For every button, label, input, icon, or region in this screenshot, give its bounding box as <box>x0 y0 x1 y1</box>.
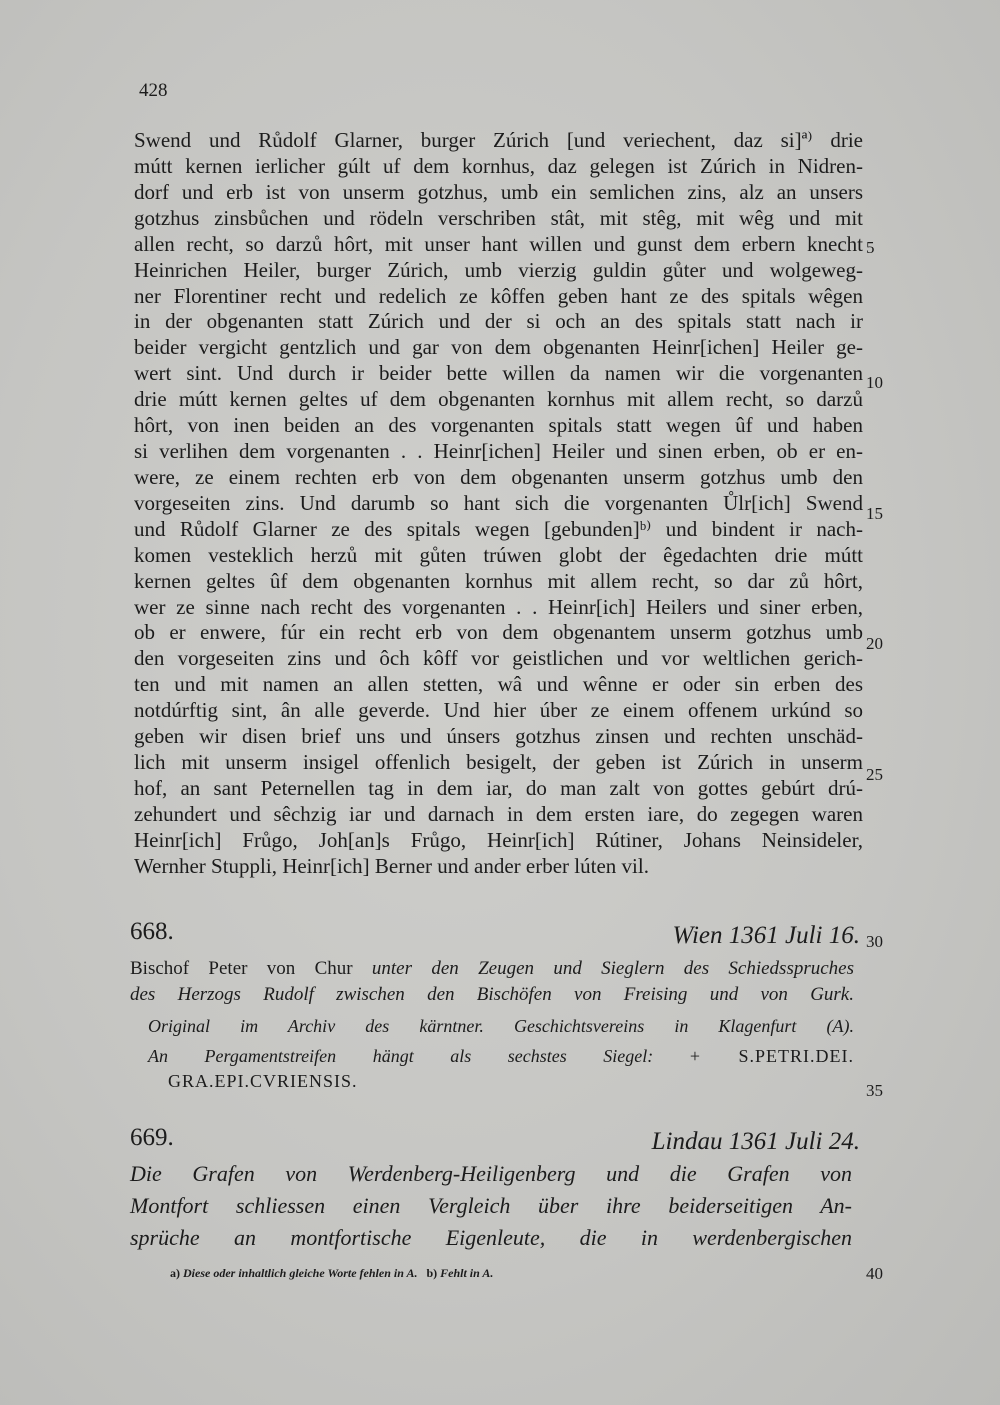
text-line: ob er enwere, fúr ein recht erb von dem obgenantem unserm gotzhus umb <box>134 620 863 644</box>
text-line: zehundert und sêchzig iar und darnach in dem ersten iare, do zegegen waren <box>134 802 863 826</box>
text-line: notdúrftig sint, ân alle geverde. Und hier úber ze einem offenem urkúnd so <box>134 698 863 722</box>
line-number: 10 <box>866 373 883 392</box>
footnote-b-text: Fehlt in A. <box>440 1266 494 1280</box>
text-line: kernen geltes ûf dem obgenanten kornhus mit allem recht, so dar zů hôrt, <box>134 569 863 593</box>
text-line: in der obgenanten statt Zúrich und der si och an des spitals statt nach ir <box>134 309 863 333</box>
entry-668-summary-text: unter den Zeugen und Sieglern des Schiedsspruches <box>371 958 854 979</box>
entry-669-summary-line-3: sprüche an montfortische Eigenleute, die in werdenbergischen <box>130 1225 852 1250</box>
text-line: allen recht, so darzů hôrt, mit unser hant willen und gunst dem erbern knecht <box>134 232 863 256</box>
entry-668-seal-legend-cont: GRA.EPI.CVRIENSIS. <box>168 1071 358 1091</box>
line-number: 25 <box>866 765 883 784</box>
text-line: den vorgeseiten zins und ôch kôff vor geistlichen und vor weltlichen gerich- <box>134 646 863 670</box>
text-line: und Růdolf Glarner ze des spitals wegen [gebunden]ᵇ⁾ und bindent ir nach- <box>134 517 863 541</box>
entry-668-summary-person: Bischof Peter von Chur <box>130 958 353 979</box>
text-line: Heinrichen Heiler, burger Zúrich, umb vierzig guldin gůter und wolgeweg- <box>134 258 863 282</box>
entry-669-summary-line-1: Die Grafen von Werdenberg-Heiligenberg und die Grafen von <box>130 1161 852 1186</box>
footnote-a-text: Diese oder inhaltlich gleiche Worte fehlen in A. <box>183 1266 418 1280</box>
entry-668-archive-note: Original im Archiv des kärntner. Geschichtsvereins in Klagenfurt (A). <box>148 1016 854 1036</box>
footnote-a-mark: a) <box>170 1266 180 1280</box>
text-line: vorgeseiten zins. Und darumb so hant sich die vorgenanten Ůlr[ich] Swend <box>134 491 863 515</box>
entry-668-number: 668. <box>130 918 174 945</box>
line-number: 30 <box>866 932 883 951</box>
text-line: mútt kernen ierlicher gúlt uf dem kornhus, daz gelegen ist Zúrich in Nidren- <box>134 154 863 178</box>
entry-669-summary-line-2: Montfort schliessen einen Vergleich über ihre beiderseitigen An- <box>130 1193 852 1218</box>
entry-669-number: 669. <box>130 1124 174 1151</box>
text-line: ten und mit namen an allen stetten, wâ und wênne er oder sin erben des <box>134 672 863 696</box>
footnotes <box>170 1266 493 1281</box>
entry-668-seal-legend: + S.PETRI.DEI. <box>689 1046 855 1066</box>
text-line: ner Florentiner recht und redelich ze kôffen geben hant ze des spitals wêgen <box>134 284 863 308</box>
text-line: Swend und Růdolf Glarner, burger Zúrich [und veriechent, daz si]ª⁾ drie <box>134 128 863 152</box>
text-line: hof, an sant Peternellen tag in dem iar, do man zalt von gottes gebúrt drú- <box>134 776 863 800</box>
text-line: hôrt, von inen beiden an des vorgenanten spitals statt wegen ûf und haben <box>134 413 863 437</box>
entry-668-seal-note <box>148 1046 854 1067</box>
entry-668-summary-line-2: des Herzogs Rudolf zwischen den Bischöfen von Freising und von Gurk. <box>130 984 854 1005</box>
line-number: 40 <box>866 1264 883 1283</box>
entry-668-seal-note-text: An Pergamentstreifen hängt als sechstes Siegel: <box>148 1046 654 1066</box>
page-number: 428 <box>139 80 168 101</box>
text-line: geben wir disen brief uns und únsers gotzhus zinsen und rechten unschäd- <box>134 724 863 748</box>
line-number: 5 <box>866 238 875 257</box>
text-line: si verlihen dem vorgenanten . . Heinr[ichen] Heiler und sinen erben, ob er en- <box>134 439 863 463</box>
text-line: Heinr[ich] Frůgo, Joh[an]s Frůgo, Heinr[ich] Rútiner, Johans Neinsideler, <box>134 828 863 852</box>
text-line: dorf und erb ist von unserm gotzhus, umb ein semlichen zins, alz an unsers <box>134 180 863 204</box>
line-number: 15 <box>866 504 883 523</box>
text-line: beider vergicht gentzlich und gar von dem obgenanten Heinr[ichen] Heiler ge- <box>134 335 863 359</box>
line-number: 35 <box>866 1081 883 1100</box>
text-line: Wernher Stuppli, Heinr[ich] Berner und ander erber lúten vil. <box>134 854 649 878</box>
footnote-b-mark: b) <box>426 1266 438 1280</box>
text-line: wer ze sinne nach recht des vorgenanten . . Heinr[ich] Heilers und siner erben, <box>134 595 863 619</box>
entry-669-date: Lindau 1361 Juli 24. <box>651 1128 860 1155</box>
text-line: komen vesteklich herzů mit gůten trúwen globt der êgedachten drie mútt <box>134 543 863 567</box>
text-line: drie mútt kernen geltes uf dem obgenanten kornhus mit allem recht, so darzů <box>134 387 863 411</box>
entry-668-summary-line-1 <box>130 956 854 982</box>
text-line: gotzhus zinsbůchen und rödeln verschriben stât, mit stêg, mit wêg und mit <box>134 206 863 230</box>
text-line: were, ze einem rechten erb von dem obgenanten unserm gotzhus umb den <box>134 465 863 489</box>
entry-668-date: Wien 1361 Juli 16. <box>672 922 860 949</box>
text-line: wert sint. Und durch ir beider bette willen da namen wir die vorgenanten <box>134 361 863 385</box>
line-number: 20 <box>866 634 883 653</box>
text-line: lich mit unserm insigel offenlich besigelt, der geben ist Zúrich in unserm <box>134 750 863 774</box>
